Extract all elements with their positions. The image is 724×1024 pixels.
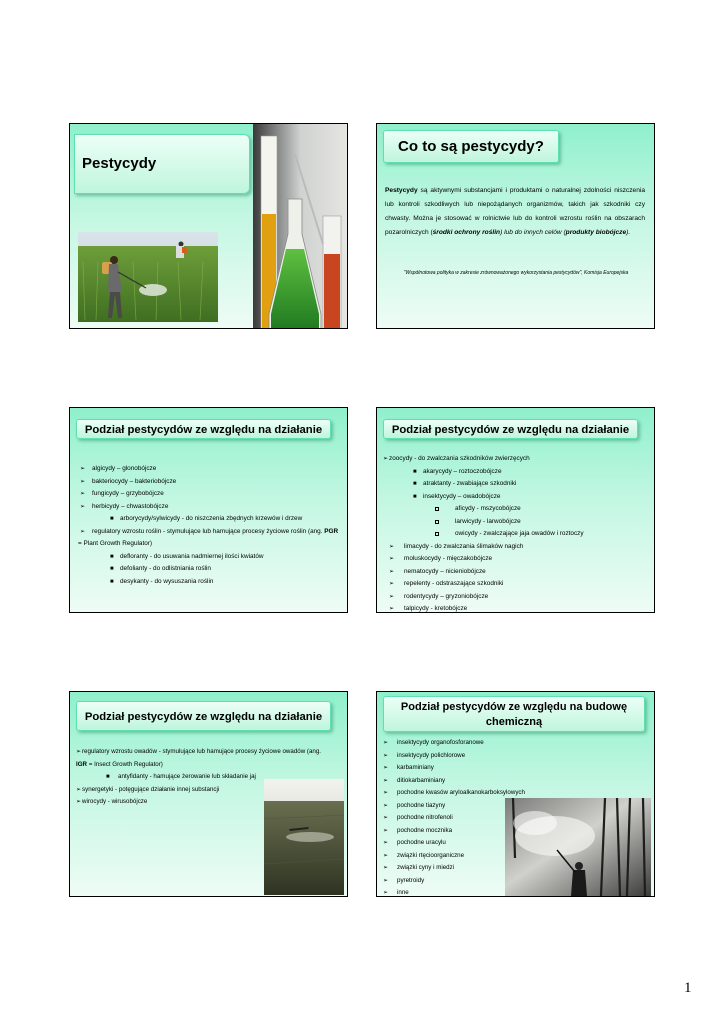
list-item: ■ desykanty - do wysuszania roślin — [78, 576, 341, 589]
slide-5-title-box — [76, 701, 331, 731]
arrow-bullet-icon: ➢ — [389, 556, 395, 562]
arrow-bullet-icon: ➢ — [80, 503, 86, 510]
list-item: ➢ inne — [383, 887, 648, 897]
list-item: ➢ synergetyki - potęgujące działanie innej substancji — [76, 784, 341, 797]
list-item: ➢ wirocydy - wirusobójcze — [76, 796, 341, 809]
list-item: ➢ repelenty - odstraszające szkodniki — [383, 578, 648, 591]
list-item: ➢ fungicydy – grzybobójcze — [78, 488, 341, 501]
forest-fogging-photo — [505, 798, 651, 896]
list-item: ➢ związki cyny i miedzi — [383, 862, 648, 875]
list-item: ➢ regulatory wzrostu roślin - stymulujące lub hamujące procesy życiowe roślin (ang. PGR — [78, 526, 341, 539]
list-item: ➢ nematocydy – nicieniobójcze — [383, 566, 648, 579]
slide-6-title-line-1: Podział pestycydów ze względu na budowę — [400, 701, 628, 713]
list-item: ■ arborycydy/sylwicydy - do niszczenia zbędnych krzewów i drzew — [78, 513, 341, 526]
definition-paragraph — [385, 184, 645, 240]
arrow-bullet-icon: ➢ — [383, 877, 389, 884]
aerial-spraying-photo — [264, 779, 344, 895]
arrow-bullet-icon: ➢ — [76, 799, 82, 805]
page-number: 1 — [684, 980, 692, 996]
slide-3-title: Podział pestycydów ze względu na działanie — [84, 424, 323, 436]
dot-bullet-icon: ■ — [413, 481, 417, 487]
arrow-bullet-icon: ➢ — [389, 593, 395, 600]
arrow-bullet-icon: ➢ — [383, 740, 389, 746]
list-item: ➢ związki rtęcioorganiczne — [383, 850, 648, 863]
arrow-bullet-icon: ➢ — [383, 827, 389, 834]
dot-bullet-icon: ■ — [106, 774, 110, 780]
arrow-bullet-icon: ➢ — [80, 528, 86, 535]
list-item-continuation: IGR = Insect Growth Regulator) — [76, 760, 163, 768]
slide-2-title: Co to są pestycydy? — [398, 138, 544, 155]
farmer-spraying-photo — [78, 232, 218, 322]
slide-4-list — [383, 453, 648, 613]
dot-bullet-icon: ■ — [110, 516, 114, 522]
list-item: ➢ pochodne nitrofenoli — [383, 812, 648, 825]
list-item: ➢ herbicydy – chwastobójcze — [78, 501, 341, 514]
lab-flasks-photo — [253, 124, 348, 329]
definition-term: Pestycydy — [385, 187, 418, 194]
square-bullet-icon — [435, 520, 439, 524]
list-item: ➢ rodentycydy – gryzoniobójcze — [383, 591, 648, 604]
definition-text-3: ). — [626, 229, 631, 236]
list-item: ■ antyfidanty - hamujące żerowanie lub składanie jaj — [76, 771, 341, 784]
list-item: ➢ talpicydy - kretobójcze — [383, 603, 648, 613]
slide-5 — [69, 691, 348, 897]
arrow-bullet-icon: ➢ — [383, 865, 389, 871]
definition-term-biocidal: produkty biobójcze — [565, 229, 627, 236]
arrow-bullet-icon: ➢ — [76, 749, 82, 755]
arrow-bullet-icon: ➢ — [80, 491, 86, 497]
list-item: owicydy - zwalczające jaja owadów i roztoczy — [383, 528, 648, 541]
list-item: ➢ zoocydy - do zwalczania szkodników zwierzęcych — [383, 453, 648, 466]
arrow-bullet-icon: ➢ — [389, 606, 395, 612]
list-item: ➢ bakteriocydy – bakteriobójcze — [78, 476, 341, 489]
arrow-bullet-icon: ➢ — [383, 790, 389, 796]
list-item: ➢ limacydy - do zwalczania ślimaków nagich — [383, 541, 648, 554]
list-item: ■ akarycydy – roztoczobójcze — [383, 466, 648, 479]
definition-text-2: ) lub do innych celów ( — [500, 229, 566, 236]
list-item: ■ atraktanty - zwabiające szkodniki — [383, 478, 648, 491]
dot-bullet-icon: ■ — [413, 493, 417, 500]
dot-bullet-icon: ■ — [110, 578, 114, 585]
list-item: ➢ moluskocydy - mięczakobójcze — [383, 553, 648, 566]
list-item: ■ defolianty - do odlistniania roślin — [78, 563, 341, 576]
arrow-bullet-icon: ➢ — [383, 802, 389, 809]
list-item: ➢ pochodne tiazyny — [383, 800, 648, 813]
arrow-bullet-icon: ➢ — [383, 456, 389, 462]
slide-6-title-box — [383, 696, 645, 732]
arrow-bullet-icon: ➢ — [383, 890, 389, 896]
dot-bullet-icon: ■ — [110, 566, 114, 572]
list-item: ➢ ditiokarbaminiany — [383, 775, 648, 788]
slide-2-title-box — [383, 130, 559, 163]
arrow-bullet-icon: ➢ — [80, 466, 86, 472]
arrow-bullet-icon: ➢ — [383, 777, 389, 784]
slide-1-title: Pestycydy — [82, 155, 157, 172]
slide-3-title-box — [76, 419, 331, 439]
arrow-bullet-icon: ➢ — [389, 581, 395, 587]
arrow-bullet-icon: ➢ — [383, 765, 389, 771]
list-item: larwicydy - larwobójcze — [383, 516, 648, 529]
dot-bullet-icon: ■ — [413, 468, 417, 475]
slide-5-title: Podział pestycydów ze względu na działanie — [84, 711, 323, 723]
list-item: ■ defloranty - do usuwania nadmiernej ilości kwiatów — [78, 551, 341, 564]
list-item: ➢ insektycydy organofosforanowe — [383, 737, 648, 750]
arrow-bullet-icon: ➢ — [383, 815, 389, 821]
list-item: ➢ regulatory wzrostu owadów - stymulujące lub hamujące procesy życiowe owadów (ang. — [76, 746, 341, 759]
slide-3 — [69, 407, 348, 613]
slide-1-title-box — [74, 134, 250, 194]
square-bullet-icon — [435, 507, 439, 511]
slide-2 — [376, 123, 655, 329]
list-item: ➢ pyretroidy — [383, 875, 648, 888]
list-item: ➢ karbaminiany — [383, 762, 648, 775]
slide-1 — [69, 123, 348, 329]
arrow-bullet-icon: ➢ — [383, 852, 389, 859]
list-item-continuation: = Plant Growth Regulator) — [78, 540, 153, 547]
definition-term-plant: środki ochrony roślin — [432, 229, 501, 236]
slide-4-title: Podział pestycydów ze względu na działanie — [391, 424, 630, 436]
slide-6-title-line-2: chemiczną — [485, 716, 543, 728]
list-item: ➢ pochodne kwasów aryloalkanokarboksylowych — [383, 787, 648, 800]
list-item: aficydy - mszycobójcze — [383, 503, 648, 516]
slide-4-title-box — [383, 419, 638, 439]
arrow-bullet-icon: ➢ — [80, 478, 86, 485]
slide-4 — [376, 407, 655, 613]
list-item: ➢ pochodne uracylu — [383, 837, 648, 850]
list-item: ■ insektycydy – owadobójcze — [383, 491, 648, 504]
definition-text-1: są aktywnymi substancjami i produktami o naturalnej zdolności niszczenia lub kontroli szkodliwych lub niepożądanych organizmów, takich jak szkodniki czy chwasty. Można je stosować w rolnictwie lub do kontroli wzrostu roślin na obszarach pozarolniczych ( — [385, 187, 645, 236]
arrow-bullet-icon: ➢ — [389, 543, 395, 550]
list-item: ➢ pochodne mocznika — [383, 825, 648, 838]
square-bullet-icon — [435, 532, 439, 536]
arrow-bullet-icon: ➢ — [383, 752, 389, 759]
citation: "Wspólnotowa polityka w zakresie zrównoważonego wykorzystania pestycydów", Komisja Europejska — [403, 270, 629, 276]
slide-6 — [376, 691, 655, 897]
dot-bullet-icon: ■ — [110, 553, 114, 560]
list-item: ➢ insektycydy polichlorowe — [383, 750, 648, 763]
slide-3-list: ➢ algicydy – glonobójcze ➢ bakteriocydy – bakteriobójcze ➢ fungicydy – grzybobójcze ➢ herbicydy – chwastobójcze ■ arborycydy/sylwicydy - do niszczenia zbędnych krzewów i drzew ➢ regulatory wzrostu roślin - stymulujące lub hamujące procesy życiowe roślin (ang. PGR = Plant Growth Regulator) ■ defloranty - do usuwania nadmiernej ilości kwiatów ■ defolianty - do odlistniania roślin ■ desykanty - do wysuszania roślin — [78, 463, 341, 588]
arrow-bullet-icon: ➢ — [76, 786, 82, 793]
arrow-bullet-icon: ➢ — [389, 568, 395, 575]
arrow-bullet-icon: ➢ — [383, 840, 389, 846]
